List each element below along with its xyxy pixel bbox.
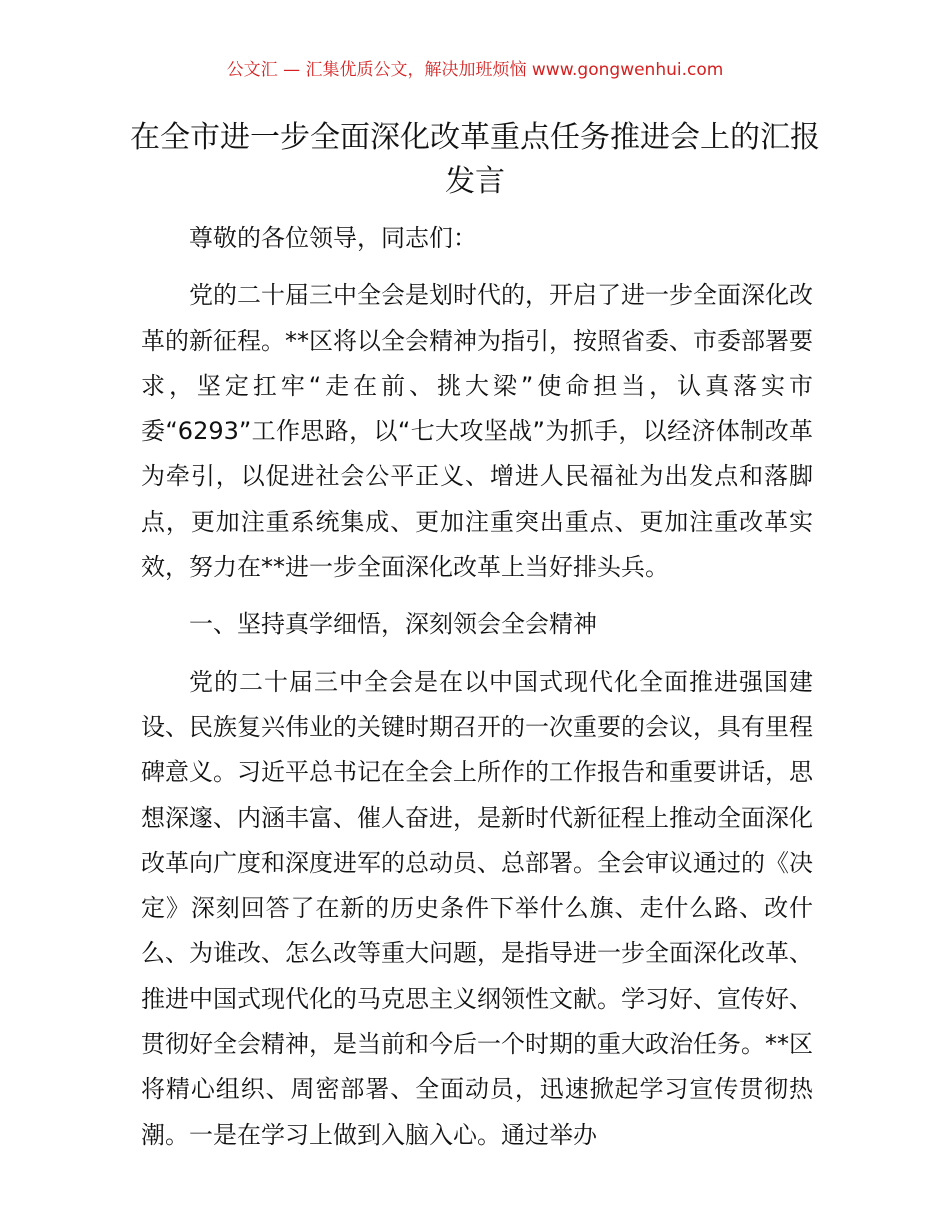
document-body bbox=[141, 216, 813, 1158]
salutation: 尊敬的各位领导，同志们： bbox=[189, 224, 477, 252]
paragraph-section-1: 党的二十届三中全会是在以中国式现代化全面推进强国建设、民族复兴伟业的关键时期召开的一次重要的会议，具有里程碑意义。习近平总书记在全会上所作的工作报告和重要讲话，思想深邃、内涵丰富、催人奋进，是新时代新征程上推动全面深化改革向广度和深度进军的总动员、总部署。全会审议通过的《决定》深刻回答了在新的历史条件下举什么旗、走什么路、改什么、为谁改、怎么改等重大问题，是指导进一步全面深化改革、推进中国式现代化的马克思主义纲领性文献。学习好、宣传好、贯彻好全会精神，是当前和今后一个时期的重大政治任务。**区将精心组织、周密部署、全面动员，迅速掀起学习宣传贯彻热潮。一是在学习上做到入脑入心。通过举办 bbox=[141, 667, 813, 1149]
document-title: 在全市进一步全面深化改革重点任务推进会上的汇报发言 bbox=[130, 120, 820, 199]
site-banner-text: 公文汇 — 汇集优质公文，解决加班烦恼 www.gongwenhui.com bbox=[226, 60, 724, 80]
site-banner bbox=[0, 58, 950, 82]
section-heading-1: 一、坚持真学细悟，深刻领会全会精神 bbox=[189, 610, 597, 639]
paragraph-intro: 党的二十届三中全会是划时代的，开启了进一步全面深化改革的新征程。**区将以全会精神为指引，按照省委、市委部署要求，坚定扛牢“走在前、挑大梁”使命担当，认真落实市委“6293”工作思路，以“七大攻坚战”为抓手，以经济体制改革为牵引，以促进社会公平正义、增进人民福祉为出发点和落脚点，更加注重系统集成、更加注重突出重点、更加注重改革实效，努力在**进一步全面深化改革上当好排头兵。 bbox=[141, 281, 813, 582]
